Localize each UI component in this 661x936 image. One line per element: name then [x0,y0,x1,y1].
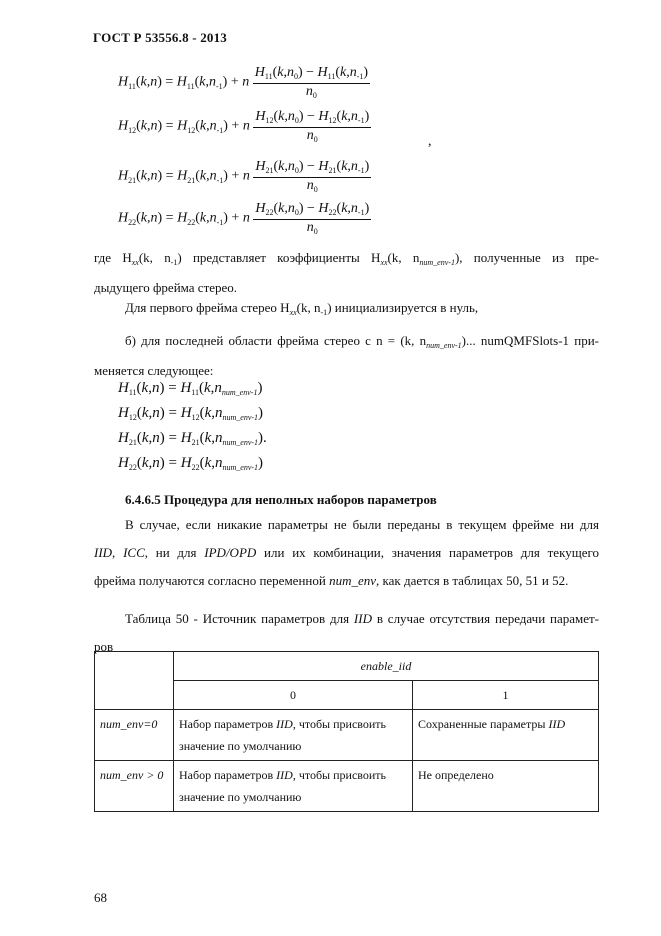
formula-row-4: $H_{22}(k,n) = H_{22}(k,n_{-1}) + n$ $\frac{H_{22}(k,n_0) - H_{22}(k,n_{-1})}{n_0}$ [118,201,370,236]
table-col-header-0: 0 [174,681,413,710]
table-cell: Не определено [413,761,599,812]
formula-row-2: $H_{12}(k,n) = H_{12}(k,n_{-1}) + n$ $\frac{H_{12}(k,n_0) - H_{12}(k,n_{-1})}{n_0}$ [118,109,370,144]
formula-row-3: $H_{21}(k,n) = H_{21}(k,n_{-1}) + n$ $\frac{H_{21}(k,n_0) - H_{21}(k,n_{-1})}{n_0}$ [118,159,370,194]
paragraph-last-region: б) для последней области фрейма стерео с n = (k, $n_{num\_env-1}$)... numQMFSlots-1 при- меняется следующее: [94,333,599,378]
formula2-row-4: $H_{22}(k,n) = H_{22}(k,n_{num\_env-1})$ [118,455,264,472]
formula2-row-2: $H_{12}(k,n) = H_{12}(k,n_{num\_env-1})$ [118,405,264,422]
paragraph-incomplete-sets: В случае, если никакие параметры не были переданы в текущем фрейме ни для IID, ICC, ни для IPD/OPD или их комбинации, значения параметров для текущего фрейма получаются согласно переменной num_env, как дается в таблицах 50, 51 и 52. [94,517,600,588]
paragraph-where: где $H_{xx}(k$, $n_{-1}$) представляет коэффициенты $H_{xx}(k$, $n_{num\_env-1}$), полученные из пре- дыдущего фрейма стерео. [94,250,599,295]
section-heading: 6.4.6.5 Процедура для неполных наборов параметров [125,492,437,507]
table-row-label: num_env=0 [95,710,174,761]
table-cell: Набор параметров IID, чтобы присвоить значение по умолчанию [174,761,413,812]
table-row-label: num_env > 0 [95,761,174,812]
table-row [95,710,599,761]
formula-row-1: $H_{11}(k,n) = H_{11}(k,n_{-1}) + n$ $\frac{H_{11}(k,n_0) - H_{11}(k,n_{-1})}{n_0}$ [118,65,369,100]
table-caption: Таблица 50 - Источник параметров для IID в случае отсутствия передачи парамет- ров [94,611,599,654]
table-row [95,761,599,812]
table-col-header-1: 1 [413,681,599,710]
page-number: 68 [94,890,107,905]
formula2-row-3: $H_{21}(k,n) = H_{21}(k,n_{num\_env-1})$. [118,430,267,447]
table-cell: Сохраненные параметры IID [413,710,599,761]
document-header: ГОСТ Р 53556.8 - 2013 [93,30,227,45]
parameters-table [94,651,599,812]
paragraph-init: Для первого фрейма стерео $H_{xx}(k$, $n_{-1}$) инициализируется в нуль, [125,300,479,317]
table-cell: Набор параметров IID, чтобы присвоить значение по умолчанию [174,710,413,761]
formula-comma: , [428,134,432,149]
table-group-header: enable_iid [174,652,599,681]
table-corner-cell [95,652,174,710]
formula2-row-1: $H_{11}(k,n) = H_{11}(k,n_{num\_env-1})$ [118,380,263,397]
